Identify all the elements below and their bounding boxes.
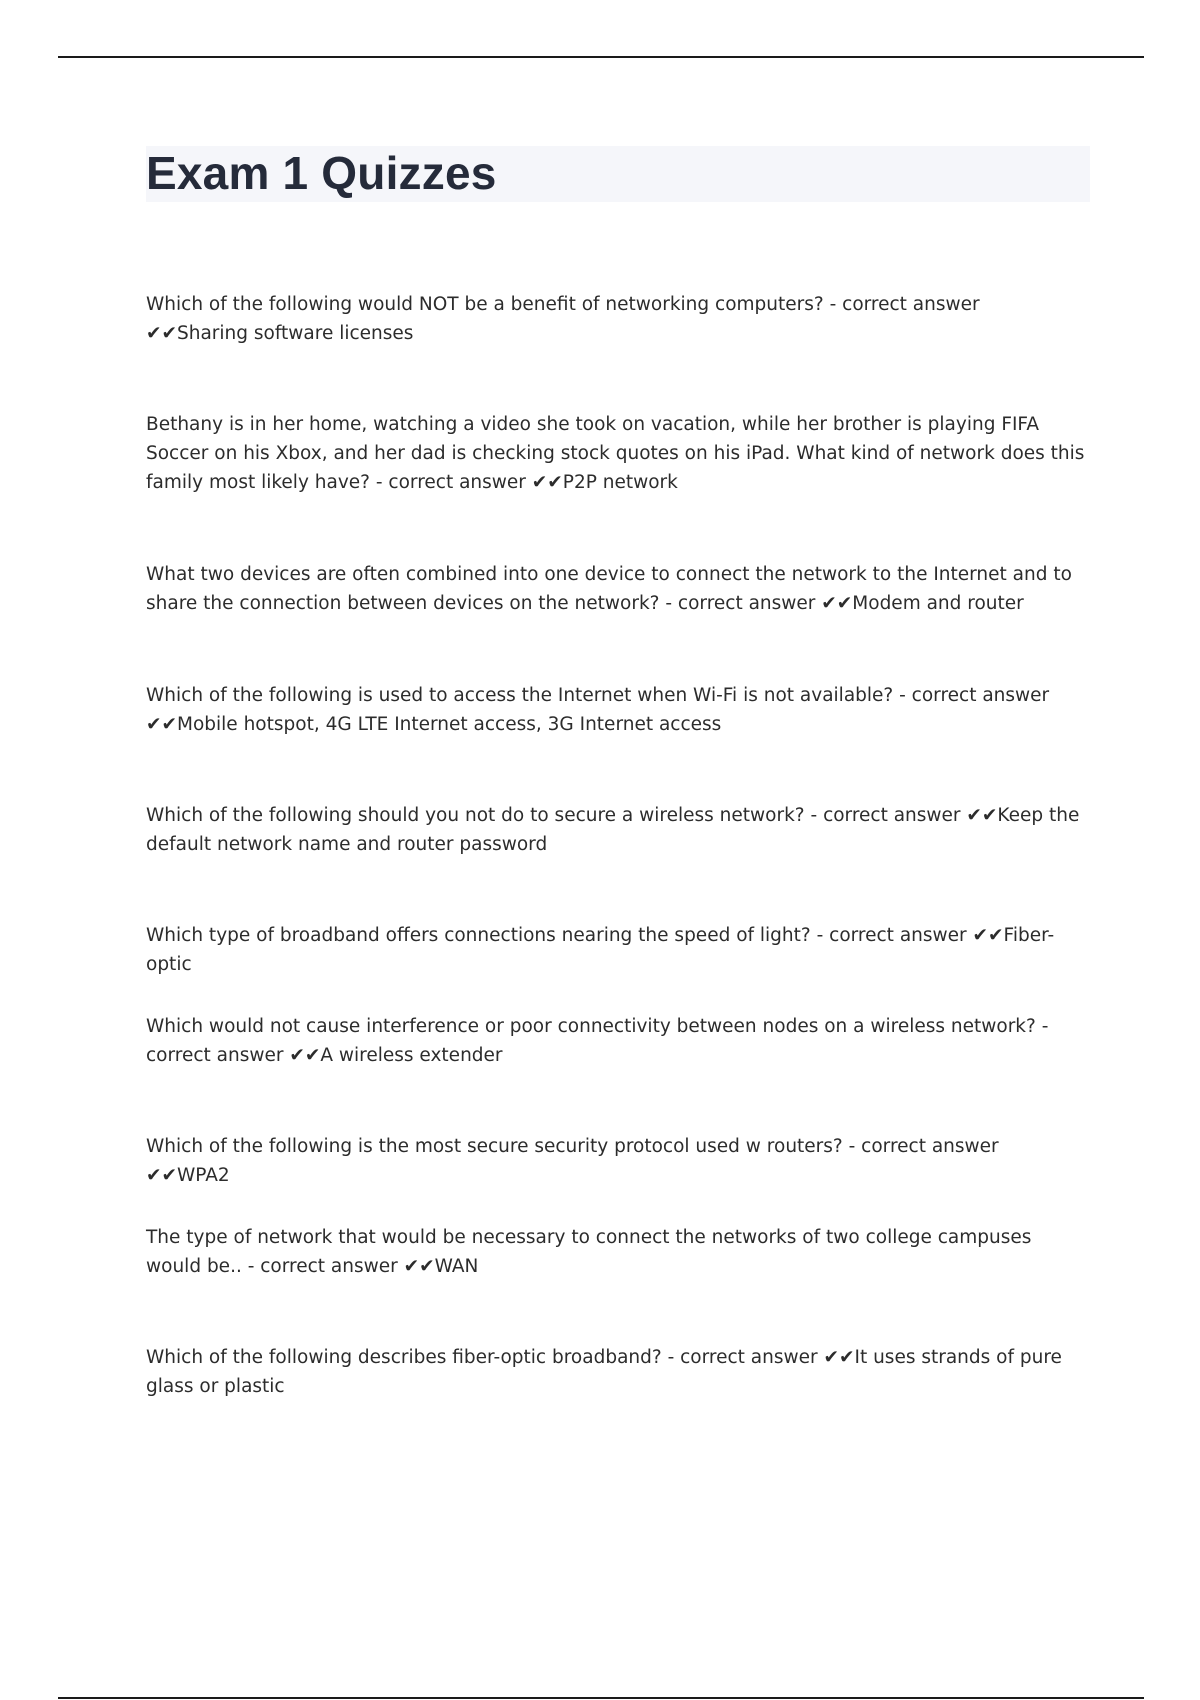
qa-item-9: The type of network that would be necessary to connect the networks of two college campuses would be.. - correct answer ✔✔WAN <box>146 1227 1032 1277</box>
qa-item-4: Which of the following is used to access the Internet when Wi-Fi is not available? - correct answer ✔✔Mobile hotspot, 4G LTE Internet access, 3G Internet access <box>146 685 1050 735</box>
qa-item-10: Which of the following describes fiber-optic broadband? - correct answer ✔✔It uses strands of pure glass or plastic <box>146 1347 1062 1397</box>
qa-item-7: Which would not cause interference or poor connectivity between nodes on a wireless network? - correct answer ✔✔A wireless extender <box>146 1016 1049 1066</box>
page-title: Exam 1 Quizzes <box>146 147 497 199</box>
qa-item-1: Which of the following would NOT be a benefit of networking computers? - correct answer ✔✔Sharing software licenses <box>146 294 980 344</box>
qa-item-3: What two devices are often combined into one device to connect the network to the Internet and to share the connection between devices on the network? - correct answer ✔✔Modem and router <box>146 564 1072 614</box>
qa-item-6: Which type of broadband offers connections nearing the speed of light? - correct answer ✔✔Fiber-optic <box>146 925 1055 975</box>
qa-item-2: Bethany is in her home, watching a video she took on vacation, while her brother is playing FIFA Soccer on his Xbox, and her dad is checking stock quotes on his iPad. What kind of network does this family most likely have? - correct answer ✔✔P2P network <box>146 414 1085 493</box>
top-rule <box>58 56 1144 58</box>
qa-item-8: Which of the following is the most secure security protocol used w routers? - correct answer ✔✔WPA2 <box>146 1136 999 1186</box>
bottom-rule <box>58 1697 1144 1699</box>
qa-item-5: Which of the following should you not do to secure a wireless network? - correct answer ✔✔Keep the default network name and router password <box>146 805 1080 855</box>
